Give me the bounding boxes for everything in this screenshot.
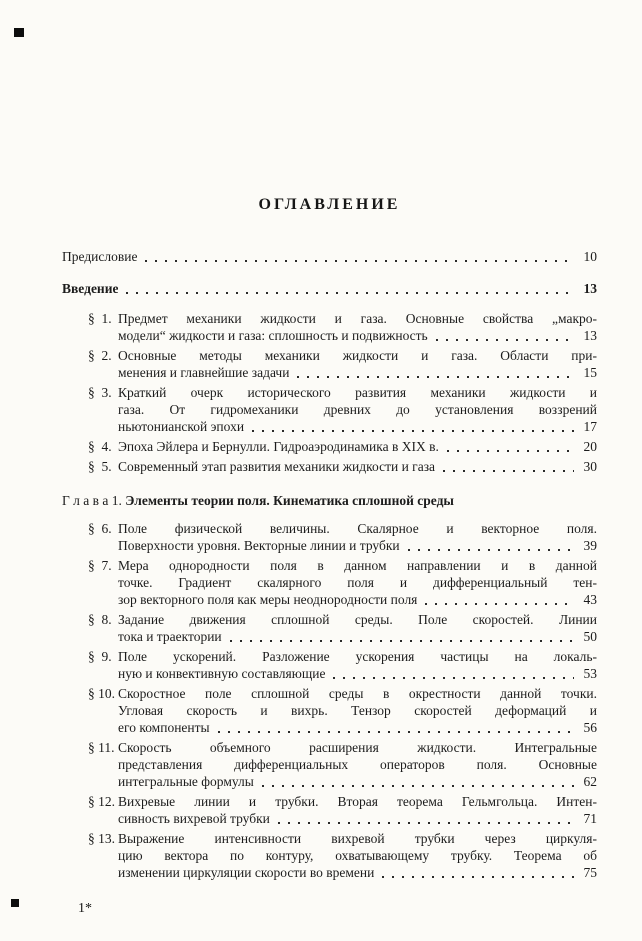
entry-line bbox=[118, 458, 597, 475]
entry-text: цию вектора по контуру, охватывающему трубку. Теорема об bbox=[118, 848, 597, 863]
section-marker: § 5. bbox=[88, 459, 112, 474]
entry-line bbox=[118, 591, 597, 608]
entry-text: ньютонианской эпохи bbox=[118, 419, 245, 434]
dot-leader bbox=[443, 470, 574, 472]
section-marker: § 2. bbox=[88, 348, 112, 363]
entry-text: интегральные формулы bbox=[118, 774, 254, 789]
entry-line bbox=[118, 327, 597, 344]
entry-line bbox=[118, 310, 597, 327]
toc-entry bbox=[62, 557, 597, 608]
section-marker: § 8. bbox=[88, 612, 112, 627]
page-number: 50 bbox=[583, 629, 597, 644]
entry-text: Современный этап развития механики жидкости и газа bbox=[118, 459, 436, 474]
dot-leader bbox=[145, 260, 574, 262]
entry-line bbox=[118, 418, 597, 435]
page-number: 43 bbox=[583, 592, 597, 607]
section-marker: § 6. bbox=[88, 521, 112, 536]
dot-leader bbox=[408, 549, 574, 551]
section-marker: § 11. bbox=[88, 740, 115, 755]
page-title: ОГЛАВЛЕНИЕ bbox=[258, 196, 401, 213]
entry-line bbox=[118, 364, 597, 381]
entry-text: тока и траектории bbox=[118, 629, 222, 644]
entry-line bbox=[118, 384, 597, 401]
dot-leader bbox=[218, 731, 574, 733]
entry-line bbox=[118, 401, 597, 418]
entry-line bbox=[118, 773, 597, 790]
entry-line bbox=[118, 864, 597, 881]
entry-line bbox=[118, 810, 597, 827]
section-marker: § 1. bbox=[88, 311, 112, 326]
toc-entry bbox=[62, 280, 597, 297]
section-marker: § 12. bbox=[88, 794, 115, 809]
section-marker: § 4. bbox=[88, 439, 112, 454]
entry-text: Скорость объемного расширения жидкости. Интегральные bbox=[118, 740, 597, 755]
entry-text: точке. Градиент скалярного поля и дифференциальный тен- bbox=[118, 575, 597, 590]
entry-text: Поле физической величины. Скалярное и векторное поля. bbox=[118, 521, 597, 536]
dot-leader bbox=[333, 677, 574, 679]
page-number: 17 bbox=[583, 419, 597, 434]
dot-leader bbox=[278, 822, 574, 824]
page-number: 56 bbox=[583, 720, 597, 735]
entry-text: представления дифференциальных операторов поля. Основные bbox=[118, 757, 597, 772]
page-number: 10 bbox=[583, 249, 597, 264]
entry-text: газа. От гидромеханики древних до установления воззрений bbox=[118, 402, 597, 417]
entry-text: Скоростное поле сплошной среды в окрестности данной точки. bbox=[118, 686, 597, 701]
dot-leader bbox=[126, 292, 574, 294]
entry-text: Предисловие bbox=[62, 249, 138, 264]
toc-entry bbox=[62, 347, 597, 381]
dot-leader bbox=[382, 876, 574, 878]
entry-line bbox=[118, 611, 597, 628]
entry-line bbox=[118, 537, 597, 554]
entry-text: Поле ускорений. Разложение ускорения частицы на локаль- bbox=[118, 649, 597, 664]
toc-entry bbox=[62, 384, 597, 435]
toc-entry bbox=[62, 248, 597, 265]
entry-line bbox=[118, 847, 597, 864]
entry-line bbox=[118, 665, 597, 682]
entry-line bbox=[62, 248, 597, 265]
dot-leader bbox=[436, 339, 574, 341]
entry-text: Вихревые линии и трубки. Вторая теорема Гельмгольца. Интен- bbox=[118, 794, 597, 809]
entry-line bbox=[118, 719, 597, 736]
toc-entry bbox=[62, 438, 597, 455]
toc-entry bbox=[62, 611, 597, 645]
entry-text: Угловая скорость и вихрь. Тензор скоростей деформаций и bbox=[118, 703, 597, 718]
entry-line bbox=[118, 830, 597, 847]
entry-text: Предмет механики жидкости и газа. Основные свойства „макро- bbox=[118, 311, 597, 326]
dot-leader bbox=[297, 376, 574, 378]
entry-text: сивность вихревой трубки bbox=[118, 811, 270, 826]
entry-text: менения и главнейшие задачи bbox=[118, 365, 290, 380]
chapter-marker: Г л а в а 1. bbox=[62, 493, 126, 508]
entry-line bbox=[118, 574, 597, 591]
section-marker: § 9. bbox=[88, 649, 112, 664]
dot-leader bbox=[252, 430, 574, 432]
page-number: 30 bbox=[583, 459, 597, 474]
section-marker: § 13. bbox=[88, 831, 115, 846]
page-number: 13 bbox=[583, 328, 597, 343]
toc-entry bbox=[62, 520, 597, 554]
chapter-heading bbox=[62, 492, 597, 509]
entry-line bbox=[62, 492, 597, 509]
dot-leader bbox=[230, 640, 574, 642]
entry-line bbox=[118, 628, 597, 645]
entry-text: Эпоха Эйлера и Бернулли. Гидроаэродинамика в XIX в. bbox=[118, 439, 439, 454]
page-number: 39 bbox=[583, 538, 597, 553]
signature-mark: 1* bbox=[78, 901, 92, 916]
entry-text: Мера однородности поля в данном направлении и в данной bbox=[118, 558, 597, 573]
dot-leader bbox=[447, 450, 574, 452]
toc-entry bbox=[62, 793, 597, 827]
entry-line bbox=[118, 347, 597, 364]
page-number: 15 bbox=[583, 365, 597, 380]
page-number: 62 bbox=[583, 774, 597, 789]
entry-text: его компоненты bbox=[118, 720, 210, 735]
section-marker: § 10. bbox=[88, 686, 115, 701]
entry-text: ную и конвективную составляющие bbox=[118, 666, 326, 681]
entry-line bbox=[118, 793, 597, 810]
entry-line bbox=[118, 756, 597, 773]
entry-line bbox=[62, 280, 597, 297]
entry-line bbox=[118, 702, 597, 719]
toc-entry bbox=[62, 310, 597, 344]
entry-text: Задание движения сплошной среды. Поле скоростей. Линии bbox=[118, 612, 597, 627]
dot-leader bbox=[262, 785, 574, 787]
section-marker: § 7. bbox=[88, 558, 112, 573]
toc-entry bbox=[62, 830, 597, 881]
entry-line bbox=[118, 685, 597, 702]
toc-entry bbox=[62, 739, 597, 790]
toc-list bbox=[62, 248, 597, 881]
page-number: 71 bbox=[583, 811, 597, 826]
scan-artifact-top-left bbox=[14, 28, 24, 37]
entry-text: зор векторного поля как меры неоднородности поля bbox=[118, 592, 418, 607]
scan-artifact-bottom-left bbox=[11, 899, 19, 907]
page-number: 53 bbox=[583, 666, 597, 681]
entry-line bbox=[118, 438, 597, 455]
page-number: 13 bbox=[583, 281, 597, 296]
entry-line bbox=[118, 648, 597, 665]
page-number: 75 bbox=[583, 865, 597, 880]
entry-line bbox=[118, 520, 597, 537]
toc-entry bbox=[62, 685, 597, 736]
toc-entry bbox=[62, 648, 597, 682]
page-number: 20 bbox=[583, 439, 597, 454]
entry-text: Введение bbox=[62, 281, 119, 296]
entry-text: Выражение интенсивности вихревой трубки через циркуля- bbox=[118, 831, 597, 846]
entry-text: Основные методы механики жидкости и газа. Области при- bbox=[118, 348, 597, 363]
entry-text: изменении циркуляции скорости во времени bbox=[118, 865, 375, 880]
dot-leader bbox=[425, 603, 574, 605]
entry-text bbox=[62, 493, 454, 508]
section-marker: § 3. bbox=[88, 385, 112, 400]
entry-line bbox=[118, 739, 597, 756]
toc-entry bbox=[62, 458, 597, 475]
entry-text: Поверхности уровня. Векторные линии и трубки bbox=[118, 538, 400, 553]
chapter-title: Элементы теории поля. Кинематика сплошной среды bbox=[125, 493, 454, 508]
toc-content bbox=[62, 196, 597, 881]
entry-text: модели“ жидкости и газа: сплошность и подвижность bbox=[118, 328, 428, 343]
entry-text: Краткий очерк исторического развития механики жидкости и bbox=[118, 385, 597, 400]
entry-line bbox=[118, 557, 597, 574]
